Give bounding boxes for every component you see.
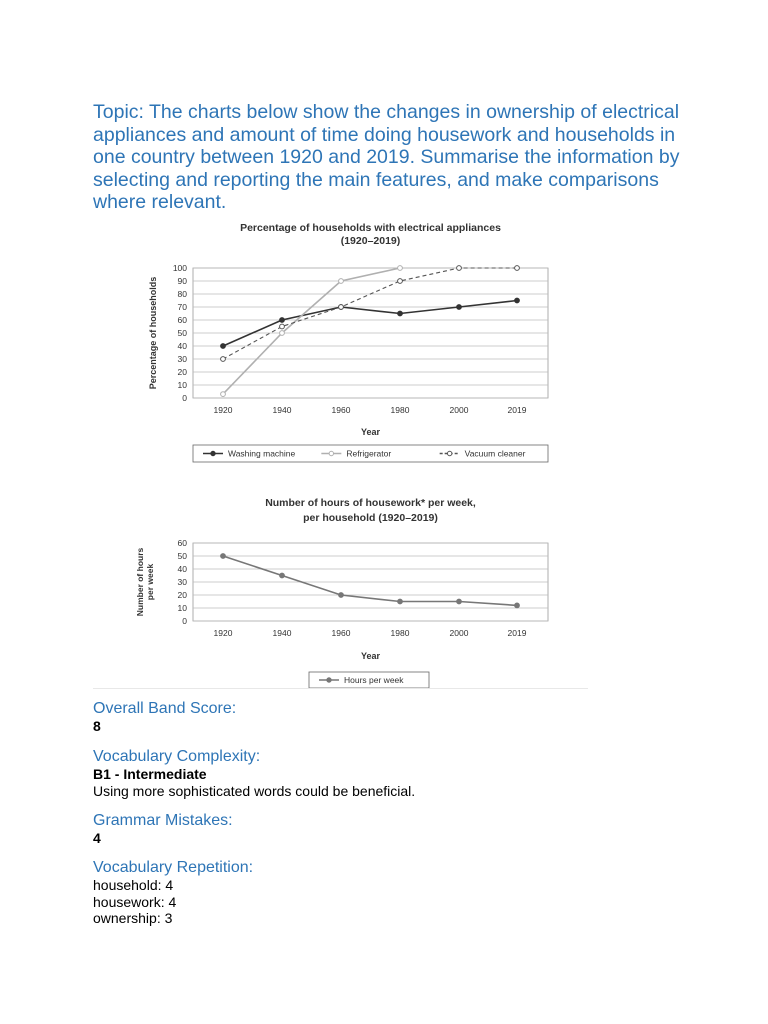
data-point: [280, 318, 285, 323]
data-point: [280, 573, 285, 578]
band-score-section: [93, 699, 236, 735]
data-point: [339, 279, 344, 284]
band-score-label: Overall Band Score:: [93, 700, 237, 717]
y-tick-label: 60: [177, 315, 187, 326]
repetition-item: ownership: 3: [93, 910, 173, 926]
x-tick-label: 1940: [272, 405, 292, 415]
data-point: [515, 603, 520, 608]
y-tick-label: 40: [177, 341, 187, 352]
chart-title: Number of hours of housework* per week,: [265, 497, 476, 509]
vocabulary-complexity-label: Vocabulary Complexity:: [93, 748, 261, 765]
data-point: [221, 392, 226, 397]
data-point: [398, 266, 403, 271]
y-tick-label: 90: [177, 276, 187, 287]
x-tick-label: 1920: [213, 628, 233, 638]
data-point: [280, 324, 285, 329]
legend-swatch-marker: [329, 451, 333, 455]
chart-title: Percentage of households with electrical appliances: [240, 222, 501, 234]
y-tick-label: 50: [177, 551, 187, 562]
topic-text: Topic: The charts below show the changes in ownership of electrical appliances and amount of time doing housework and households in one country between 1920 and 2019. Summarise the information by selecting and reporting the main features, and make comparisons where relevant.: [93, 101, 680, 214]
data-point: [398, 279, 403, 284]
data-point: [515, 266, 520, 271]
data-point: [457, 599, 462, 604]
charts-figure: [130, 216, 570, 690]
data-point: [221, 344, 226, 349]
repetition-item: household: 4: [93, 877, 174, 893]
y-tick-label: 50: [177, 328, 187, 339]
y-tick-label: 70: [177, 302, 187, 313]
vocabulary-repetition-label: Vocabulary Repetition:: [93, 859, 254, 876]
legend-label: Hours per week: [344, 675, 404, 685]
x-tick-label: 1980: [390, 628, 410, 638]
y-tick-label: 30: [177, 354, 187, 365]
legend-swatch-marker: [327, 678, 331, 682]
x-axis-title: Year: [360, 427, 381, 437]
charts-svg: [130, 216, 570, 690]
y-axis-title: Number of hours: [135, 547, 145, 617]
y-tick-label: 10: [177, 380, 187, 391]
x-tick-label: 1940: [272, 628, 292, 638]
data-point: [398, 599, 403, 604]
data-point: [339, 593, 344, 598]
chart-subtitle: (1920–2019): [340, 235, 401, 247]
data-point: [457, 266, 462, 271]
legend-label: Vacuum cleaner: [464, 448, 526, 459]
x-axis-title: Year: [360, 651, 381, 661]
y-tick-label: 80: [177, 289, 187, 300]
x-tick-label: 2019: [507, 628, 527, 638]
grammar-mistakes-value: 4: [93, 830, 101, 846]
grammar-mistakes-label: Grammar Mistakes:: [93, 812, 233, 829]
x-tick-label: 2000: [449, 405, 469, 415]
y-tick-label: 100: [172, 263, 187, 274]
band-score-value: 8: [93, 718, 101, 734]
series-line: [223, 268, 517, 359]
x-tick-label: 1980: [390, 405, 410, 415]
divider: [93, 688, 588, 689]
y-tick-label: 60: [177, 538, 187, 549]
y-tick-label: 20: [177, 590, 187, 601]
y-tick-label: 20: [177, 367, 187, 378]
data-point: [457, 305, 462, 310]
y-tick-label: 10: [177, 603, 187, 614]
series-line: [223, 556, 517, 605]
repetition-item: housework: 4: [93, 893, 177, 910]
y-tick-label: 30: [177, 577, 187, 588]
grammar-mistakes-section: [93, 811, 233, 847]
x-tick-label: 1920: [213, 405, 233, 415]
vocabulary-repetition-section: [93, 858, 253, 927]
vocabulary-complexity-section: [93, 747, 415, 800]
y-tick-label: 0: [182, 616, 187, 627]
x-tick-label: 1960: [331, 628, 351, 638]
legend-label: Washing machine: [228, 448, 296, 459]
y-tick-label: 0: [182, 393, 187, 404]
legend-swatch-marker: [211, 451, 215, 455]
x-tick-label: 1960: [331, 405, 351, 415]
vocabulary-level: B1 - Intermediate: [93, 766, 207, 782]
y-axis-title: Percentage of households: [148, 276, 158, 390]
legend-label: Refrigerator: [346, 448, 392, 459]
data-point: [398, 311, 403, 316]
chart-subtitle: per household (1920–2019): [303, 512, 438, 524]
x-tick-label: 2019: [507, 405, 527, 415]
data-point: [221, 357, 226, 362]
vocabulary-comment: Using more sophisticated words could be beneficial.: [93, 783, 416, 799]
data-point: [515, 298, 520, 303]
y-axis-title: per week: [145, 563, 155, 601]
legend-swatch-marker: [447, 451, 451, 455]
series-line: [223, 268, 400, 394]
data-point: [339, 305, 344, 310]
data-point: [280, 331, 285, 336]
y-tick-label: 40: [177, 564, 187, 575]
x-tick-label: 2000: [449, 628, 469, 638]
data-point: [221, 554, 226, 559]
